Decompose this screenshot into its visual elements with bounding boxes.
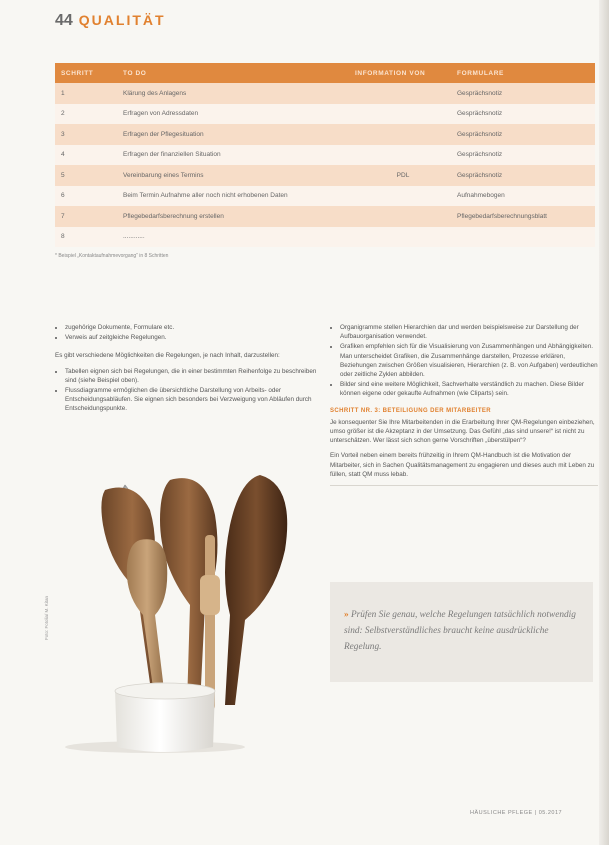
steps-table-container — [55, 63, 595, 259]
table-cell: Gesprächsnotiz — [451, 165, 595, 186]
section-title: QUALITÄT — [78, 12, 166, 28]
table-row — [55, 186, 595, 207]
left-text-column — [55, 323, 320, 415]
divider — [330, 485, 598, 486]
body-paragraph: Es gibt verschiedene Möglichkeiten die Regelungen, je nach Inhalt, darzustellen: — [55, 352, 280, 360]
bullet-list-methods — [55, 367, 320, 414]
table-row — [55, 83, 595, 104]
table-cell: 8 — [55, 227, 117, 248]
steps-table — [55, 63, 595, 247]
column-header-info: INFORMATION VON — [349, 63, 451, 83]
table-cell: 4 — [55, 145, 117, 166]
table-cell: Vereinbarung eines Termins — [117, 165, 349, 186]
table-cell: 1 — [55, 83, 117, 104]
table-cell — [349, 186, 451, 207]
list-item: • Verweis auf zeitgleiche Regelungen. — [65, 333, 320, 342]
sub-heading: SCHRITT NR. 3: BETEILIGUNG DER MITARBEITER — [330, 407, 492, 414]
table-cell: Klärung des Anlagens — [117, 83, 349, 104]
table-cell: Gesprächsnotiz — [451, 124, 595, 145]
photo-credit: Foto: Fotolia/ M. Kitan — [44, 595, 49, 640]
bullet-list-top — [55, 323, 320, 342]
pull-quote-box — [330, 582, 593, 682]
kitchen-utensils-photo — [55, 455, 320, 755]
body-paragraph: Je konsequenter Sie Ihre Mitarbeitenden in die Erarbeitung Ihrer QM-Regelungen einbeziehen, umso größer ist die Akzeptanz in der Umsetzung. Das Gefühl „das sind unsere!“ ist nicht zu unterschätzen. Wer lässt sich schon gerne Vorschriften „überstülpen“? — [330, 418, 595, 445]
pull-quote-text: Prüfen Sie genau, welche Regelungen tatsächlich notwendig sind: Selbstverständliches braucht keine ausdrückliche Regelung. — [344, 610, 576, 652]
column-header-todo: TO DO — [117, 63, 349, 83]
table-cell: 5 — [55, 165, 117, 186]
list-item: • zugehörige Dokumente, Formulare etc. — [65, 323, 320, 332]
table-cell: 3 — [55, 124, 117, 145]
table-cell — [349, 104, 451, 125]
list-item: • Tabellen eignen sich bei Regelungen, die in einer bestimmten Reihenfolge zu beschreiben sind (siehe Beispiel oben). — [65, 367, 320, 385]
table-cell — [349, 124, 451, 145]
table-cell: Gesprächsnotiz — [451, 104, 595, 125]
pin-stick-shape — [205, 535, 215, 710]
table-cell: 2 — [55, 104, 117, 125]
table-row — [55, 145, 595, 166]
table-cell: Beim Termin Aufnahme aller noch nicht erhobenen Daten — [117, 186, 349, 207]
page-edge — [599, 0, 609, 845]
table-cell: Erfragen von Adressdaten — [117, 104, 349, 125]
crock-rim-shape — [115, 683, 215, 699]
right-text-column — [330, 323, 598, 486]
table-cell: Aufnahmebogen — [451, 186, 595, 207]
body-paragraph: Ein Vorteil neben einem bereits frühzeitig in Ihrem QM-Handbuch ist die Motivation der Mitarbeiter, sich in Sachen Qualitätsmanagement zu engagieren und dieses auch mit Leben zu füllen, statt QM muss lebab. — [330, 452, 595, 478]
list-item: • Bilder sind eine weitere Möglichkeit, Sachverhalte verständlich zu machen. Diese Bilder können eigene oder gekaufte Aufnahmen (wie Cliparts) sein. — [340, 380, 598, 398]
page-number: 44 — [55, 12, 73, 29]
table-cell — [451, 227, 595, 248]
table-cell: ............ — [117, 227, 349, 248]
pin-handle-shape — [200, 575, 220, 615]
table-cell — [349, 227, 451, 248]
table-row — [55, 104, 595, 125]
column-header-step: SCHRITT — [55, 63, 117, 83]
bullet-list-right — [330, 323, 598, 399]
spatula-shape — [225, 475, 287, 705]
table-cell: PDL — [349, 165, 451, 186]
table-cell: Erfragen der finanziellen Situation — [117, 145, 349, 166]
table-row — [55, 206, 595, 227]
table-cell: Pflegebedarfsberechnung erstellen — [117, 206, 349, 227]
quote-mark-icon: » — [344, 610, 349, 620]
table-cell — [349, 145, 451, 166]
table-cell: 6 — [55, 186, 117, 207]
table-header-row — [55, 63, 595, 83]
table-cell: Gesprächsnotiz — [451, 83, 595, 104]
table-cell — [349, 206, 451, 227]
table-cell: Gesprächsnotiz — [451, 145, 595, 166]
pull-quote — [344, 607, 584, 655]
list-item: • Flussdiagramme ermöglichen die übersichtliche Darstellung von Arbeits- oder Entscheidungsabläufen. Sie eignen sich besonders bei Verzweigung von Abläufen durch Entscheidungspunkte. — [65, 386, 320, 414]
list-item: • Organigramme stellen Hierarchien dar und werden beispielsweise zur Darstellung der Aufbauorganisation verwendet. — [340, 323, 598, 341]
list-item: • Grafiken empfehlen sich für die Visualisierung von Zusammenhängen und Abhängigkeiten. Man unterscheidet Grafiken, die Zusammenhänge darstellen, Prozesse erklären, Beziehungen zwischen Größen visualisieren, Hierarchien (z. B. von Aufgaben) verdeutlichen oder zeitliche Zyklen abbilden. — [340, 342, 598, 379]
page-footer: HÄUSLICHE PFLEGE | 05.2017 — [470, 810, 563, 816]
table-cell: Erfragen der Pflegesituation — [117, 124, 349, 145]
table-cell — [349, 83, 451, 104]
table-row — [55, 227, 595, 248]
table-footnote: * Beispiel „Kontaktaufnahmevorgang“ in 8 Schritten — [55, 253, 169, 259]
column-header-forms: FORMULARE — [451, 63, 595, 83]
page-header — [55, 12, 166, 30]
table-row — [55, 124, 595, 145]
table-row — [55, 165, 595, 186]
table-cell: 7 — [55, 206, 117, 227]
table-cell: Pflegebedarfsberechnungsblatt — [451, 206, 595, 227]
